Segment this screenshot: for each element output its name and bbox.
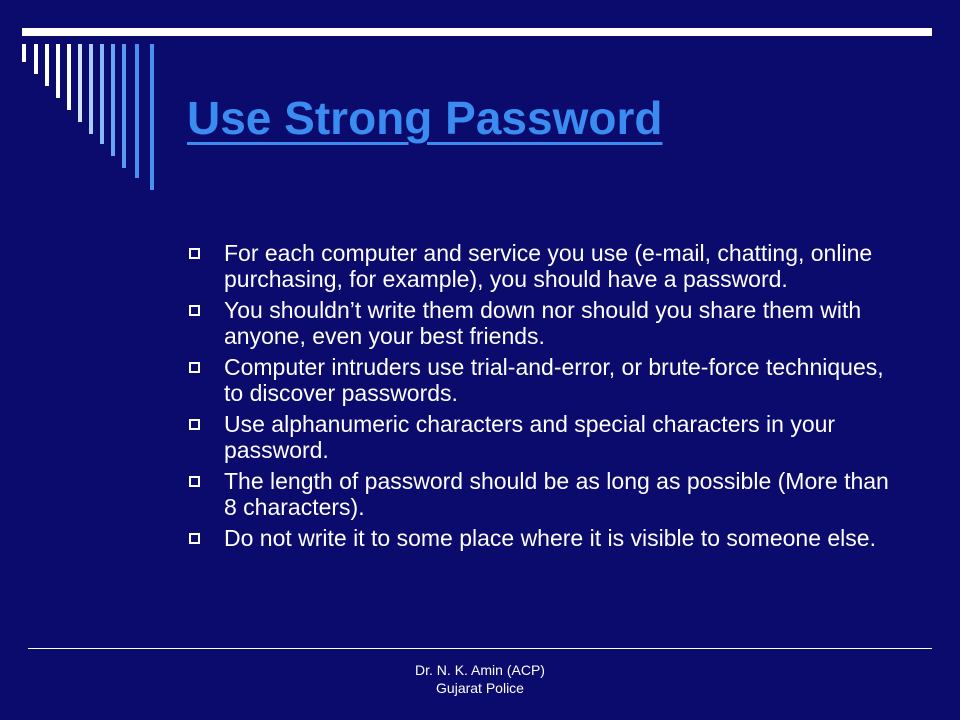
list-item	[187, 354, 907, 406]
list-item	[187, 240, 907, 292]
bullet-text: The length of password should be as long as possible (More than 8 characters).	[224, 468, 889, 520]
bullet-list	[187, 240, 907, 556]
decorative-stripes	[0, 0, 170, 200]
square-bullet-icon	[189, 533, 200, 544]
footer	[0, 661, 960, 697]
square-bullet-icon	[189, 419, 200, 430]
bullet-text: You shouldn’t write them down nor should you share them with anyone, even your best friends.	[224, 297, 862, 349]
bullet-text: For each computer and service you use (e-mail, chatting, online purchasing, for example), you should have a password.	[224, 240, 873, 292]
bullet-text: Computer intruders use trial-and-error, or brute-force techniques, to discover passwords.	[224, 354, 884, 406]
list-item	[187, 468, 907, 520]
square-bullet-icon	[189, 248, 200, 259]
bullet-text: Do not write it to some place where it is visible to someone else.	[224, 525, 876, 551]
footer-author: Dr. N. K. Amin (ACP)	[415, 662, 545, 678]
list-item	[187, 411, 907, 463]
square-bullet-icon	[189, 476, 200, 487]
square-bullet-icon	[189, 305, 200, 316]
slide-title: Use Strong Password	[187, 92, 663, 144]
list-item	[187, 297, 907, 349]
square-bullet-icon	[189, 362, 200, 373]
footer-divider	[28, 648, 932, 649]
footer-organization: Gujarat Police	[436, 680, 524, 696]
list-item	[187, 525, 907, 551]
bullet-text: Use alphanumeric characters and special characters in your password.	[224, 411, 836, 463]
